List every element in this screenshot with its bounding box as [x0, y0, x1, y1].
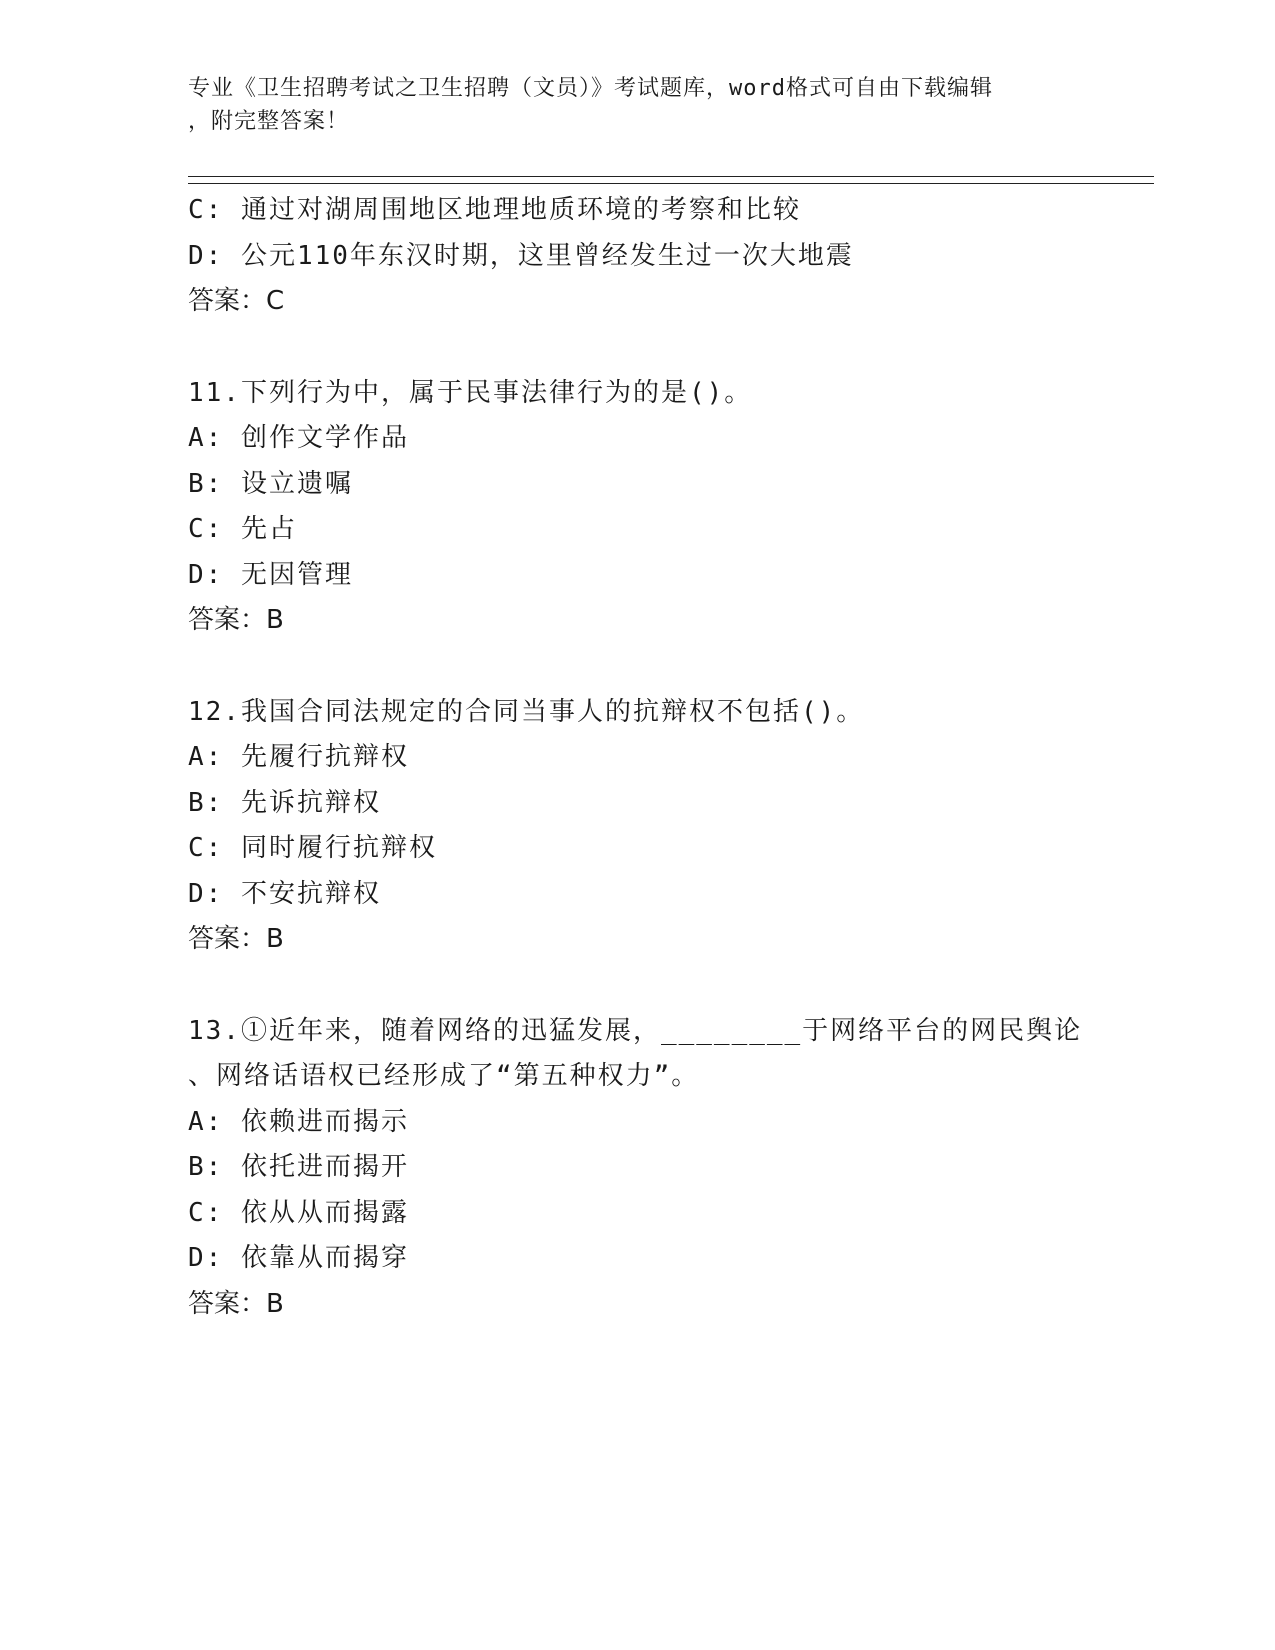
question-stem-cont: 、网络话语权已经形成了“第五种权力”。 [188, 1061, 700, 1091]
header-title-line: 专业《卫生招聘考试之卫生招聘（文员）》考试题库，word格式可自由下载编辑 [188, 76, 993, 101]
page-header [188, 72, 1088, 138]
option-c: C: 先占 [188, 514, 297, 544]
question-stem: 12.我国合同法规定的合同当事人的抗辩权不包括()。 [188, 696, 865, 727]
header-divider-top [188, 176, 1154, 177]
option-b: B: 先诉抗辩权 [188, 787, 381, 818]
document-body [188, 188, 1088, 1327]
option-b: B: 依托进而揭开 [188, 1152, 409, 1182]
option-d: D: 无因管理 [188, 559, 353, 590]
question-12 [188, 690, 1088, 963]
spacer [188, 644, 1088, 690]
answer-line: 答案：B [188, 605, 284, 635]
option-d: D: 依靠从而揭穿 [188, 1243, 409, 1273]
option-d: D: 不安抗辩权 [188, 878, 381, 909]
question-13 [188, 1009, 1088, 1328]
header-divider-bottom [188, 183, 1154, 184]
option-a: A: 依赖进而揭示 [188, 1106, 409, 1137]
spacer [188, 963, 1088, 1009]
question-stem: 13.①近年来，随着网络的迅猛发展，________于网络平台的网民舆论 [188, 1015, 1083, 1046]
question-11 [188, 371, 1088, 644]
answer-line: 答案：B [188, 1288, 284, 1319]
option-b: B: 设立遗嘱 [188, 468, 353, 499]
option-c: C: 通过对湖周围地区地理地质环境的考察和比较 [188, 195, 801, 225]
option-d: D: 公元110年东汉时期，这里曾经发生过一次大地震 [188, 240, 854, 271]
spacer [188, 325, 1088, 371]
header-title-line-cont: ，附完整答案！ [188, 109, 350, 134]
option-c: C: 同时履行抗辩权 [188, 833, 437, 863]
option-a: A: 创作文学作品 [188, 423, 409, 453]
option-c: C: 依从从而揭露 [188, 1197, 409, 1228]
answer-line: 答案：B [188, 924, 284, 954]
question-stem: 11.下列行为中，属于民事法律行为的是()。 [188, 377, 753, 408]
question-continuation [188, 188, 1088, 325]
option-a: A: 先履行抗辩权 [188, 742, 409, 772]
answer-line: 答案：C [188, 286, 285, 316]
